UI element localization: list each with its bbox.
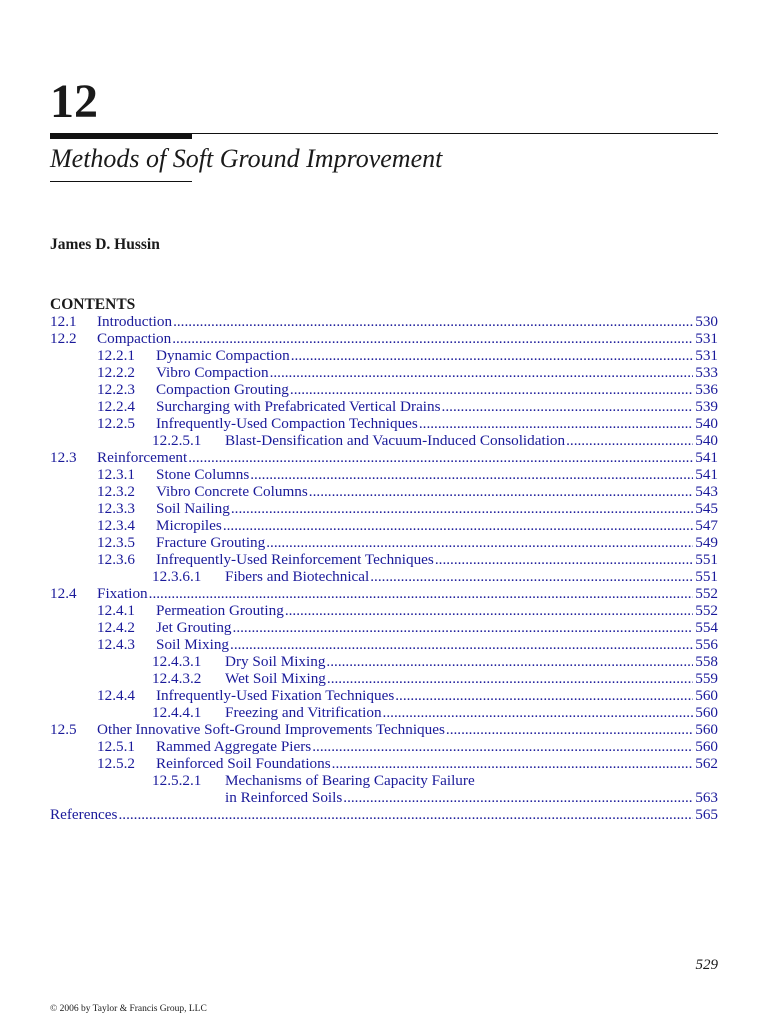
toc-dot-leader	[149, 585, 694, 602]
toc-page-number[interactable]: 549	[695, 534, 718, 551]
toc-page-number[interactable]: 531	[695, 330, 718, 347]
toc-section-number[interactable]: 12.5.2	[97, 755, 135, 772]
toc-dot-leader	[250, 466, 693, 483]
toc-section-number[interactable]: 12.2.1	[97, 347, 135, 364]
toc-section-number[interactable]: 12.4	[50, 585, 77, 602]
toc-page-number[interactable]: 563	[695, 789, 718, 806]
toc-page-number[interactable]: 560	[695, 687, 718, 704]
toc-section-number[interactable]: 12.2	[50, 330, 77, 347]
chapter-rule-thick	[50, 133, 192, 139]
chapter-title: Methods of Soft Ground Improvement	[50, 144, 443, 173]
toc-section-title[interactable]: Fibers and Biotechnical	[225, 568, 370, 585]
toc-section-title[interactable]: Rammed Aggregate Piers	[156, 738, 312, 755]
toc-entry[interactable]	[50, 602, 718, 619]
toc-section-number[interactable]: 12.5	[50, 721, 77, 738]
toc-dot-leader	[383, 704, 694, 721]
toc-page-number[interactable]: 543	[695, 483, 718, 500]
toc-section-title[interactable]: Soil Nailing	[156, 500, 230, 517]
toc-section-number[interactable]: 12.3.2	[97, 483, 135, 500]
toc-entry[interactable]	[50, 687, 718, 704]
toc-page-number[interactable]: 558	[695, 653, 718, 670]
toc-section-number[interactable]: 12.4.2	[97, 619, 135, 636]
toc-section-number[interactable]: 12.3.3	[97, 500, 135, 517]
toc-dot-leader	[370, 568, 693, 585]
toc-section-title[interactable]: Dry Soil Mixing	[225, 653, 326, 670]
toc-section-number[interactable]: 12.5.1	[97, 738, 135, 755]
toc-section-title[interactable]: Stone Columns	[156, 466, 250, 483]
toc-dot-leader	[290, 381, 693, 398]
toc-entry[interactable]	[50, 653, 718, 670]
toc-dot-leader	[446, 721, 693, 738]
toc-entry[interactable]	[50, 330, 718, 347]
toc-entry[interactable]	[50, 738, 718, 755]
toc-entry[interactable]	[50, 704, 718, 721]
toc-section-title[interactable]: Micropiles	[156, 517, 222, 534]
toc-entry[interactable]	[50, 347, 718, 364]
toc-dot-leader	[566, 432, 693, 449]
toc-section-title[interactable]: Permeation Grouting	[156, 602, 284, 619]
toc-page-number[interactable]: 539	[695, 398, 718, 415]
toc-page-number[interactable]: 545	[695, 500, 718, 517]
toc-dot-leader	[230, 636, 693, 653]
toc-section-title[interactable]: Other Innovative Soft-Ground Improvements Techniques	[97, 721, 445, 738]
toc-entry[interactable]	[50, 585, 718, 602]
toc-section-title[interactable]: Mechanisms of Bearing Capacity Failure	[225, 772, 475, 789]
toc-page-number[interactable]: 551	[695, 551, 718, 568]
contents-heading: CONTENTS	[50, 296, 136, 313]
toc-dot-leader	[395, 687, 693, 704]
toc-page-number[interactable]: 541	[695, 466, 718, 483]
toc-section-number[interactable]: 12.2.4	[97, 398, 135, 415]
table-of-contents	[50, 313, 718, 823]
toc-dot-leader	[312, 738, 693, 755]
toc-entry[interactable]	[50, 432, 718, 449]
toc-dot-leader	[270, 364, 694, 381]
toc-entry[interactable]	[50, 636, 718, 653]
toc-section-number[interactable]: 12.4.3	[97, 636, 135, 653]
toc-section-title[interactable]: Introduction	[97, 313, 173, 330]
toc-page-number[interactable]: 552	[695, 602, 718, 619]
toc-page-number[interactable]: 547	[695, 517, 718, 534]
toc-dot-leader	[326, 653, 693, 670]
toc-section-title[interactable]: Infrequently-Used Fixation Techniques	[156, 687, 395, 704]
toc-page-number[interactable]: 560	[695, 704, 718, 721]
toc-section-number[interactable]: 12.4.4	[97, 687, 135, 704]
toc-entry[interactable]	[50, 381, 718, 398]
toc-dot-leader	[285, 602, 693, 619]
toc-section-number[interactable]: 12.3.6.1	[152, 568, 202, 585]
toc-entry[interactable]	[50, 806, 718, 823]
toc-entry[interactable]	[50, 364, 718, 381]
toc-section-title[interactable]: Infrequently-Used Reinforcement Techniques	[156, 551, 434, 568]
toc-dot-leader	[309, 483, 693, 500]
toc-page-number[interactable]: 560	[695, 738, 718, 755]
toc-page-number[interactable]: 559	[695, 670, 718, 687]
toc-section-number[interactable]: 12.1	[50, 313, 77, 330]
toc-section-title[interactable]: References	[50, 806, 118, 823]
copyright-notice: © 2006 by Taylor & Francis Group, LLC	[50, 1004, 207, 1014]
toc-section-title[interactable]: Reinforcement	[97, 449, 188, 466]
toc-entry[interactable]	[50, 568, 718, 585]
toc-dot-leader	[266, 534, 693, 551]
toc-section-title[interactable]: Compaction Grouting	[156, 381, 289, 398]
toc-section-number[interactable]: 12.2.3	[97, 381, 135, 398]
toc-section-title[interactable]: Jet Grouting	[156, 619, 232, 636]
toc-page-number[interactable]: 562	[695, 755, 718, 772]
toc-section-number[interactable]: 12.3.5	[97, 534, 135, 551]
toc-page-number[interactable]: 551	[695, 568, 718, 585]
toc-entry[interactable]	[50, 721, 718, 738]
toc-section-number[interactable]: 12.3.6	[97, 551, 135, 568]
title-underline	[50, 181, 192, 182]
toc-entry[interactable]	[50, 534, 718, 551]
toc-section-title[interactable]: Vibro Concrete Columns	[156, 483, 308, 500]
toc-entry[interactable]	[50, 551, 718, 568]
toc-page-number[interactable]: 556	[695, 636, 718, 653]
toc-dot-leader	[233, 619, 694, 636]
toc-section-number[interactable]: 12.4.3.1	[152, 653, 202, 670]
toc-page-number[interactable]: 540	[695, 415, 718, 432]
toc-section-number[interactable]: 12.3.4	[97, 517, 135, 534]
toc-dot-leader	[118, 806, 693, 823]
toc-page-number[interactable]: 533	[695, 364, 718, 381]
toc-section-title[interactable]: in Reinforced Soils	[225, 789, 343, 806]
toc-section-title[interactable]: Fracture Grouting	[156, 534, 266, 551]
toc-dot-leader	[173, 313, 693, 330]
page-number: 529	[695, 957, 718, 973]
toc-section-number[interactable]: 12.4.1	[97, 602, 135, 619]
toc-section-title[interactable]: Reinforced Soil Foundations	[156, 755, 331, 772]
toc-dot-leader	[188, 449, 693, 466]
toc-entry[interactable]	[50, 755, 718, 772]
toc-page-number[interactable]: 565	[695, 806, 718, 823]
toc-page-number[interactable]: 531	[695, 347, 718, 364]
toc-dot-leader	[332, 755, 694, 772]
toc-section-title[interactable]: Fixation	[97, 585, 148, 602]
toc-section-number[interactable]: 12.2.5	[97, 415, 135, 432]
toc-section-number[interactable]: 12.4.4.1	[152, 704, 202, 721]
toc-dot-leader	[343, 789, 693, 806]
toc-dot-leader	[223, 517, 693, 534]
toc-dot-leader	[172, 330, 693, 347]
toc-entry[interactable]	[50, 313, 718, 330]
chapter-number: 12	[50, 75, 98, 128]
toc-page-number[interactable]: 530	[695, 313, 718, 330]
toc-section-title[interactable]: Vibro Compaction	[156, 364, 269, 381]
toc-dot-leader	[435, 551, 693, 568]
toc-page-number[interactable]: 540	[695, 432, 718, 449]
toc-section-number[interactable]: 12.2.5.1	[152, 432, 202, 449]
toc-section-title[interactable]: Surcharging with Prefabricated Vertical Drains	[156, 398, 441, 415]
toc-page-number[interactable]: 552	[695, 585, 718, 602]
toc-page-number[interactable]: 560	[695, 721, 718, 738]
toc-entry[interactable]	[50, 500, 718, 517]
toc-section-number[interactable]: 12.4.3.2	[152, 670, 202, 687]
toc-page-number[interactable]: 541	[695, 449, 718, 466]
toc-section-title[interactable]: Freezing and Vitrification	[225, 704, 382, 721]
toc-section-title[interactable]: Compaction	[97, 330, 172, 347]
toc-section-title[interactable]: Wet Soil Mixing	[225, 670, 326, 687]
toc-entry[interactable]	[50, 670, 718, 687]
chapter-rule-thin	[192, 133, 718, 134]
toc-entry[interactable]	[50, 449, 718, 466]
toc-entry[interactable]	[50, 789, 718, 806]
toc-dot-leader	[419, 415, 693, 432]
toc-dot-leader	[442, 398, 694, 415]
chapter-author: James D. Hussin	[50, 236, 160, 253]
toc-section-title[interactable]: Blast-Densification and Vacuum-Induced Consolidation	[225, 432, 566, 449]
toc-section-title[interactable]: Dynamic Compaction	[156, 347, 290, 364]
toc-entry[interactable]	[50, 517, 718, 534]
toc-page-number[interactable]: 554	[695, 619, 718, 636]
toc-entry[interactable]	[50, 483, 718, 500]
toc-section-title[interactable]: Soil Mixing	[156, 636, 230, 653]
toc-entry[interactable]	[50, 398, 718, 415]
toc-entry[interactable]	[50, 772, 718, 789]
toc-dot-leader	[291, 347, 694, 364]
toc-entry[interactable]	[50, 466, 718, 483]
toc-section-number[interactable]: 12.2.2	[97, 364, 135, 381]
toc-section-number[interactable]: 12.3.1	[97, 466, 135, 483]
toc-section-title[interactable]: Infrequently-Used Compaction Techniques	[156, 415, 418, 432]
toc-dot-leader	[327, 670, 693, 687]
toc-entry[interactable]	[50, 415, 718, 432]
toc-entry[interactable]	[50, 619, 718, 636]
toc-page-number[interactable]: 536	[695, 381, 718, 398]
toc-section-number[interactable]: 12.3	[50, 449, 77, 466]
toc-section-number[interactable]: 12.5.2.1	[152, 772, 202, 789]
toc-dot-leader	[231, 500, 693, 517]
